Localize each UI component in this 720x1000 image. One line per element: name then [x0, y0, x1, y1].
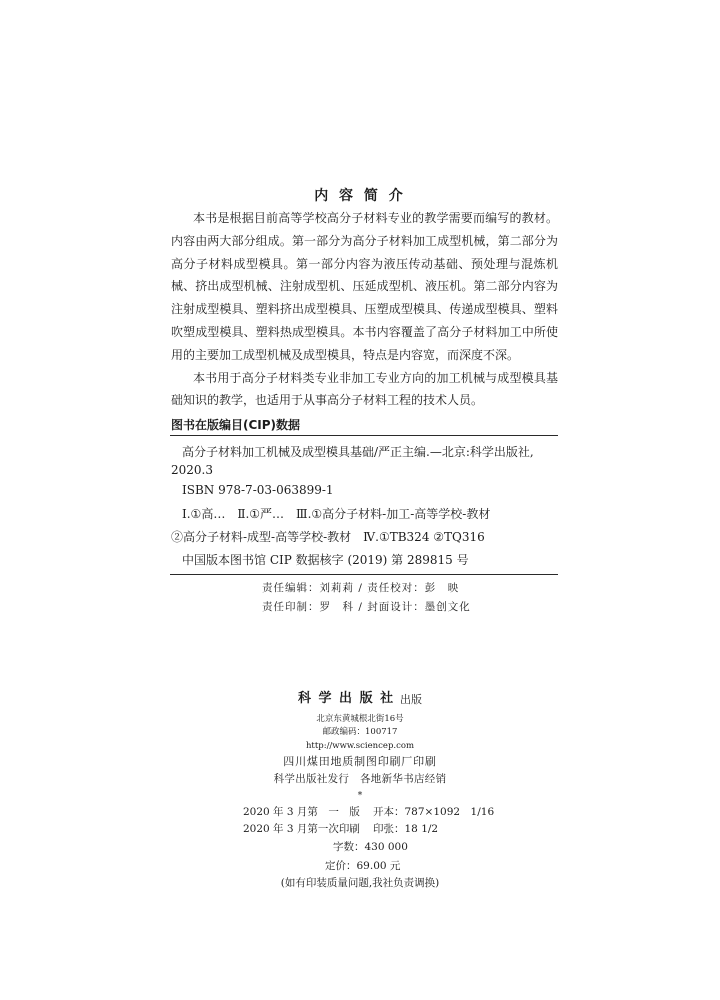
editor-credits: 责任编辑：刘莉莉 / 责任校对：彭 映: [262, 582, 460, 594]
word-count: 字数：430 000: [333, 841, 408, 853]
summary-line: 械、挤出成型机械、注射成型机、压延成型机、液压机。第二部分内容为: [171, 279, 558, 294]
summary-line: 吹塑成型模具、塑料热成型模具。本书内容覆盖了高分子材料加工中所使: [171, 324, 558, 339]
summary-line: 内容由两大部分组成。第一部分为高分子材料加工成型机械，第二部分为: [171, 233, 558, 248]
edition-date: 2020 年 3 月第 一 版: [243, 806, 360, 818]
summary-line: 高分子材料成型模具。第一部分内容为液压传动基础、预处理与混炼机: [171, 256, 558, 271]
summary-line: 注射成型模具、塑料挤出成型模具、压塑成型模具、传递成型模具、塑料: [171, 302, 558, 317]
printing-date: 2020 年 3 月第一次印刷: [243, 823, 360, 835]
cip-isbn-line: ISBN 978-7-03-063899-1: [182, 483, 334, 497]
printer-line: 四川煤田地质制图印刷厂印刷: [283, 755, 437, 768]
replacement-notice: (如有印装质量问题,我社负责调换): [280, 877, 440, 889]
summary-body: [171, 207, 558, 412]
format-size: 开本：787×1092 1/16: [373, 806, 495, 818]
asterisk-separator: *: [357, 791, 363, 801]
cip-subject-line: Ⅰ.①高… Ⅱ.①严… Ⅲ.①高分子材料-加工-高等学校-教材: [182, 507, 491, 521]
publisher-suffix: 出版: [400, 693, 422, 706]
cip-bottom-rule: [170, 574, 558, 575]
publisher-postcode: 邮政编码：100717: [322, 727, 398, 737]
cip-heading: 图书在版编目(CIP)数据: [171, 418, 301, 432]
distribution-line: 科学出版社发行 各地新华书店经销: [273, 773, 447, 785]
summary-line: 本书是根据目前高等学校高分子材料专业的教学需要而编写的教材。: [193, 211, 558, 225]
summary-heading: 内 容 简 介: [314, 188, 406, 204]
printed-sheets: 印张：18 1/2: [373, 823, 439, 835]
cip-title-line: 高分子材料加工机械及成型模具基础/严正主编.—北京:科学出版社,: [182, 445, 534, 459]
summary-line: 础知识的教学，也适用于从事高分子材料工程的技术人员。: [171, 393, 484, 408]
cip-record-number: 中国版本图书馆 CIP 数据核字 (2019) 第 289815 号: [182, 553, 469, 567]
price: 定价：69.00 元: [325, 860, 401, 872]
publisher-url: http://www.sciencep.com: [305, 741, 415, 751]
production-credits: 责任印制：罗 科 / 封面设计：墨创文化: [262, 601, 471, 613]
summary-line: 用的主要加工成型机械及成型模具，特点是内容宽，而深度不深。: [171, 347, 520, 362]
summary-line: 本书用于高分子材料类专业非加工专业方向的加工机械与成型模具基: [193, 370, 558, 385]
cip-subject-line: ②高分子材料-成型-高等学校-教材 Ⅳ.①TB324 ②TQ316: [171, 530, 485, 544]
publisher-address: 北京东黄城根北街16号: [316, 714, 404, 724]
publisher-name: 科 学 出 版 社: [298, 691, 395, 706]
cip-top-rule: [170, 435, 558, 436]
cip-date-line: 2020.3: [171, 463, 213, 477]
